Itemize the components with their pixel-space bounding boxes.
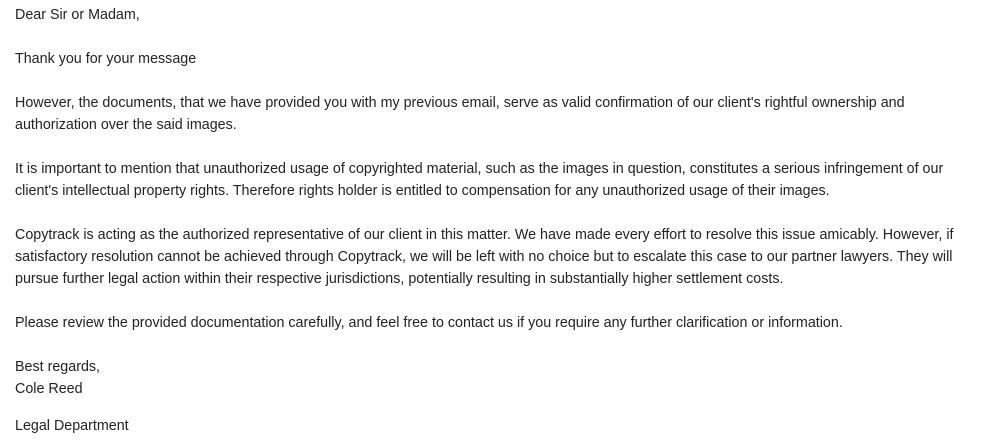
email-paragraph-escalation: Copytrack is acting as the authorized representative of our client in this matter. We have made every effort to resolve this issue amicably. However, if satisfactory resolution cannot be achieved through Copytrack, we will be left with no choice but to escalate this case to our partner lawyers. They will pursue further legal action within their respective jurisdictions, potentially resulting in substantially higher settlement costs. — [15, 227, 954, 287]
email-paragraph-documents: However, the documents, that we have provided you with my previous email, serve as valid confirmation of our client's rightful ownership and authorization over the said images. — [15, 95, 905, 133]
email-paragraph-thanks: Thank you for your message — [15, 51, 197, 67]
email-sender-name: Cole Reed — [15, 381, 83, 397]
email-paragraph-infringement: It is important to mention that unauthorized usage of copyrighted material, such as the images in question, constitutes a serious infringement of our client's intellectual property rights. Therefore rights holder is entitled to compensation for any unauthorized usage of their images. — [15, 161, 944, 199]
email-closing: Best regards, — [15, 359, 101, 375]
email-greeting: Dear Sir or Madam, — [15, 7, 140, 23]
email-sender-department: Legal Department — [15, 418, 129, 434]
email-paragraph-review: Please review the provided documentation carefully, and feel free to contact us if you require any further clarification or information. — [15, 315, 843, 331]
